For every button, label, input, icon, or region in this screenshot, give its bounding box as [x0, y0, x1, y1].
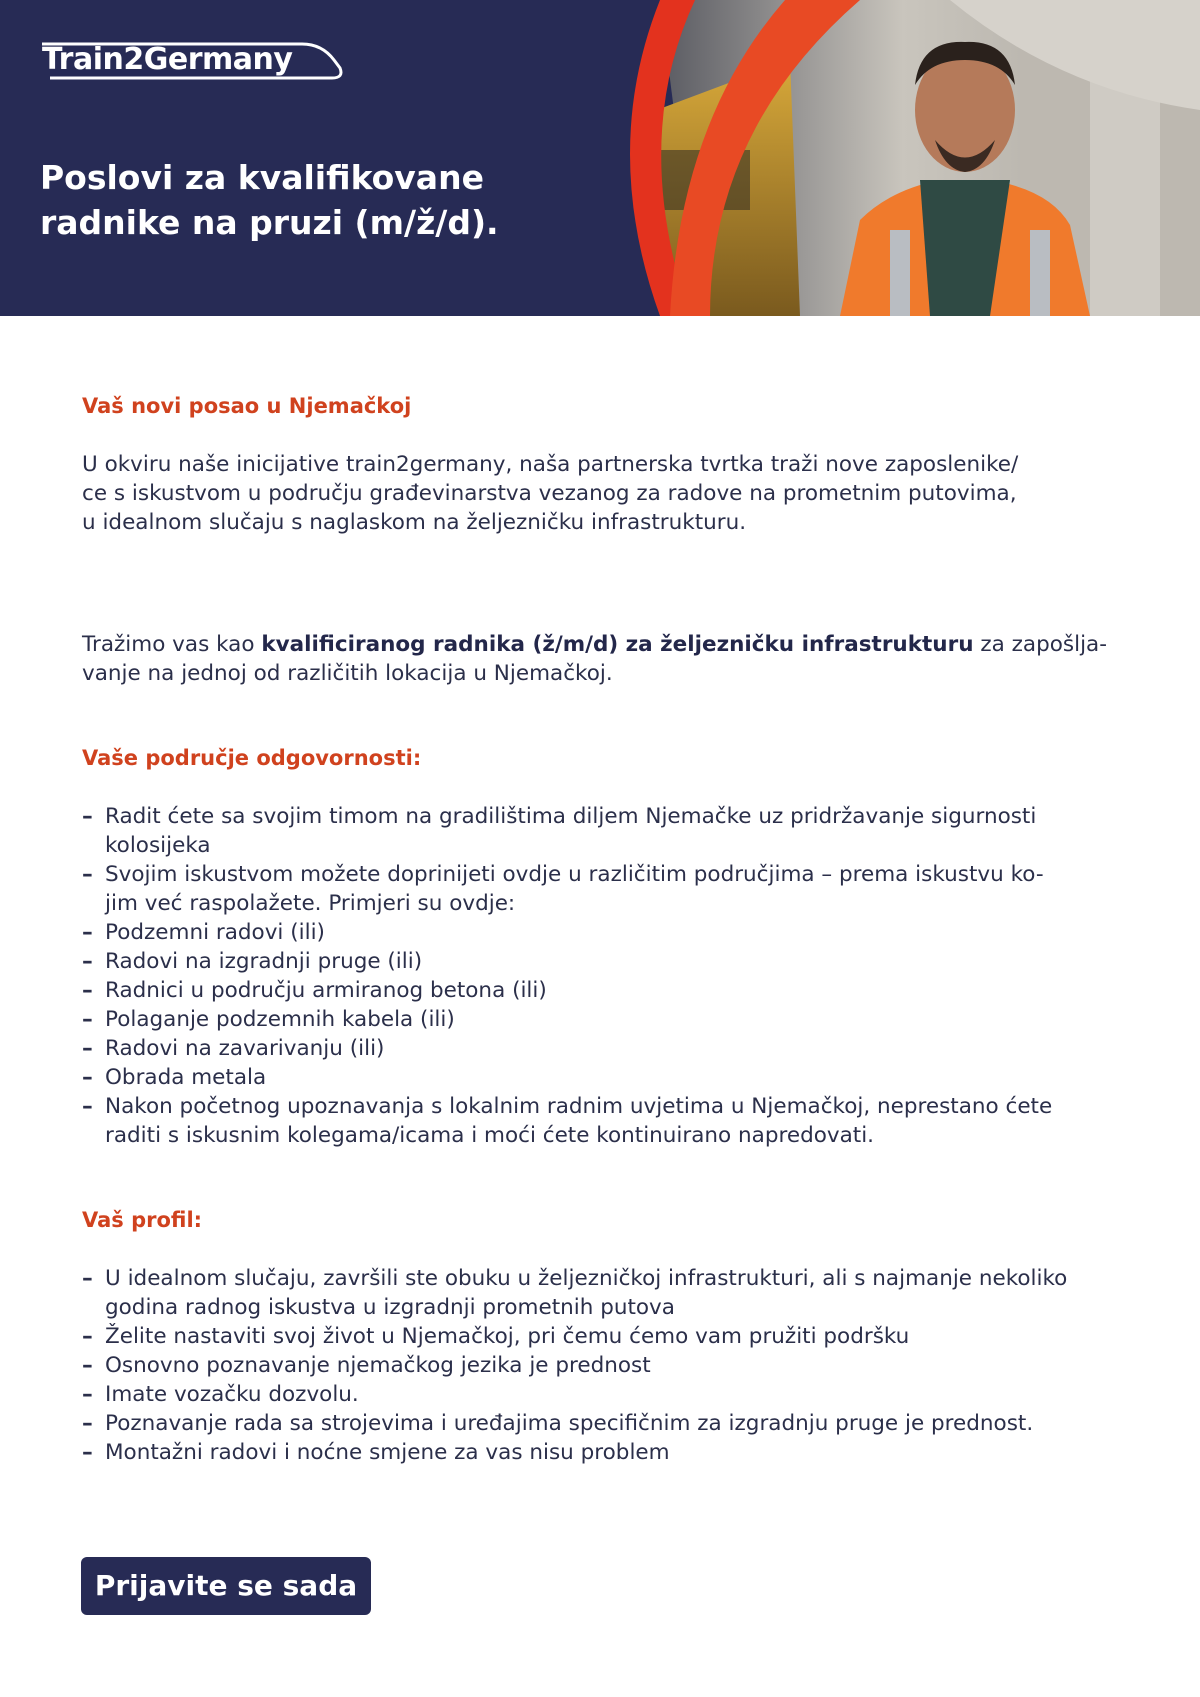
list-item: – Radit ćete sa svojim timom na gradilištima diljem Njemačke uz pridržavanje sigurnosti kolosijeka	[82, 802, 1142, 860]
intro-line-1: U okviru naše inicijative train2germany, naša partnerska tvrtka traži nove zaposlenike/	[82, 452, 1019, 477]
list-item: – Polaganje podzemnih kabela (ili)	[82, 1005, 1142, 1034]
list-item: – U idealnom slučaju, završili ste obuku u željezničkoj infrastrukturi, ali s najmanje nekoliko godina radnog iskustva u izgradnji prometnih putova	[82, 1264, 1142, 1322]
intro-line-2: ce s iskustvom u području građevinarstva vezanog za radove na prometnim putovima,	[82, 481, 1017, 506]
profile-title: Vaš profil:	[82, 1208, 203, 1232]
job-description	[82, 392, 1142, 1467]
responsibilities-title: Vaše područje odgovornosti:	[82, 746, 422, 770]
headline-line-1: Poslovi za kvalifikovane	[40, 158, 484, 197]
intro-paragraph	[82, 450, 1142, 537]
intro-title: Vaš novi posao u Njemačkoj	[82, 394, 412, 418]
logo-text: Train2Germany	[42, 42, 293, 77]
list-item: – Poznavanje rada sa strojevima i uređajima specifičnim za izgradnju pruge je prednost.	[82, 1409, 1142, 1438]
list-item: – Montažni radovi i noćne smjene za vas nisu problem	[82, 1438, 1142, 1467]
search-highlight: kvalificiranog radnika (ž/m/d) za željezničku infrastrukturu	[261, 632, 974, 657]
list-item: – Želite nastaviti svoj život u Njemačkoj, pri čemu ćemo vam pružiti podršku	[82, 1322, 1142, 1351]
search-suffix: za zapošlja-	[973, 632, 1107, 657]
list-item: – Podzemni radovi (ili)	[82, 918, 1142, 947]
list-item: – Nakon početnog upoznavanja s lokalnim radnim uvjetima u Njemačkoj, neprestano ćete raditi s iskusnim kolegama/icama i moći ćete kontinuirano napredovati.	[82, 1092, 1142, 1150]
search-line-2: vanje na jednoj od različitih lokacija u Njemačkoj.	[82, 661, 613, 686]
hero-banner	[0, 0, 1200, 316]
intro-line-3: u idealnom slučaju s naglaskom na željezničku infrastrukturu.	[82, 510, 747, 535]
search-prefix: Tražimo vas kao	[82, 632, 262, 657]
list-item: – Radovi na zavarivanju (ili)	[82, 1034, 1142, 1063]
list-item: – Radovi na izgradnji pruge (ili)	[82, 947, 1142, 976]
train2germany-logo	[40, 38, 350, 86]
profile-list	[82, 1264, 1142, 1467]
railway-worker-photo	[590, 0, 1200, 316]
list-item: – Svojim iskustvom možete doprinijeti ovdje u različitim područjima – prema iskustvu ko- jim već raspolažete. Primjeri su ovdje:	[82, 860, 1142, 918]
apply-now-button[interactable]: Prijavite se sada	[81, 1557, 371, 1615]
list-item: – Obrada metala	[82, 1063, 1142, 1092]
list-item: – Imate vozačku dozvolu.	[82, 1380, 1142, 1409]
responsibilities-list	[82, 802, 1142, 1150]
list-item: – Osnovno poznavanje njemačkog jezika je prednost	[82, 1351, 1142, 1380]
list-item: – Radnici u području armiranog betona (ili)	[82, 976, 1142, 1005]
search-paragraph	[82, 630, 1142, 688]
page-title	[40, 155, 600, 245]
headline-line-2: radnike na pruzi (m/ž/d).	[40, 203, 499, 242]
